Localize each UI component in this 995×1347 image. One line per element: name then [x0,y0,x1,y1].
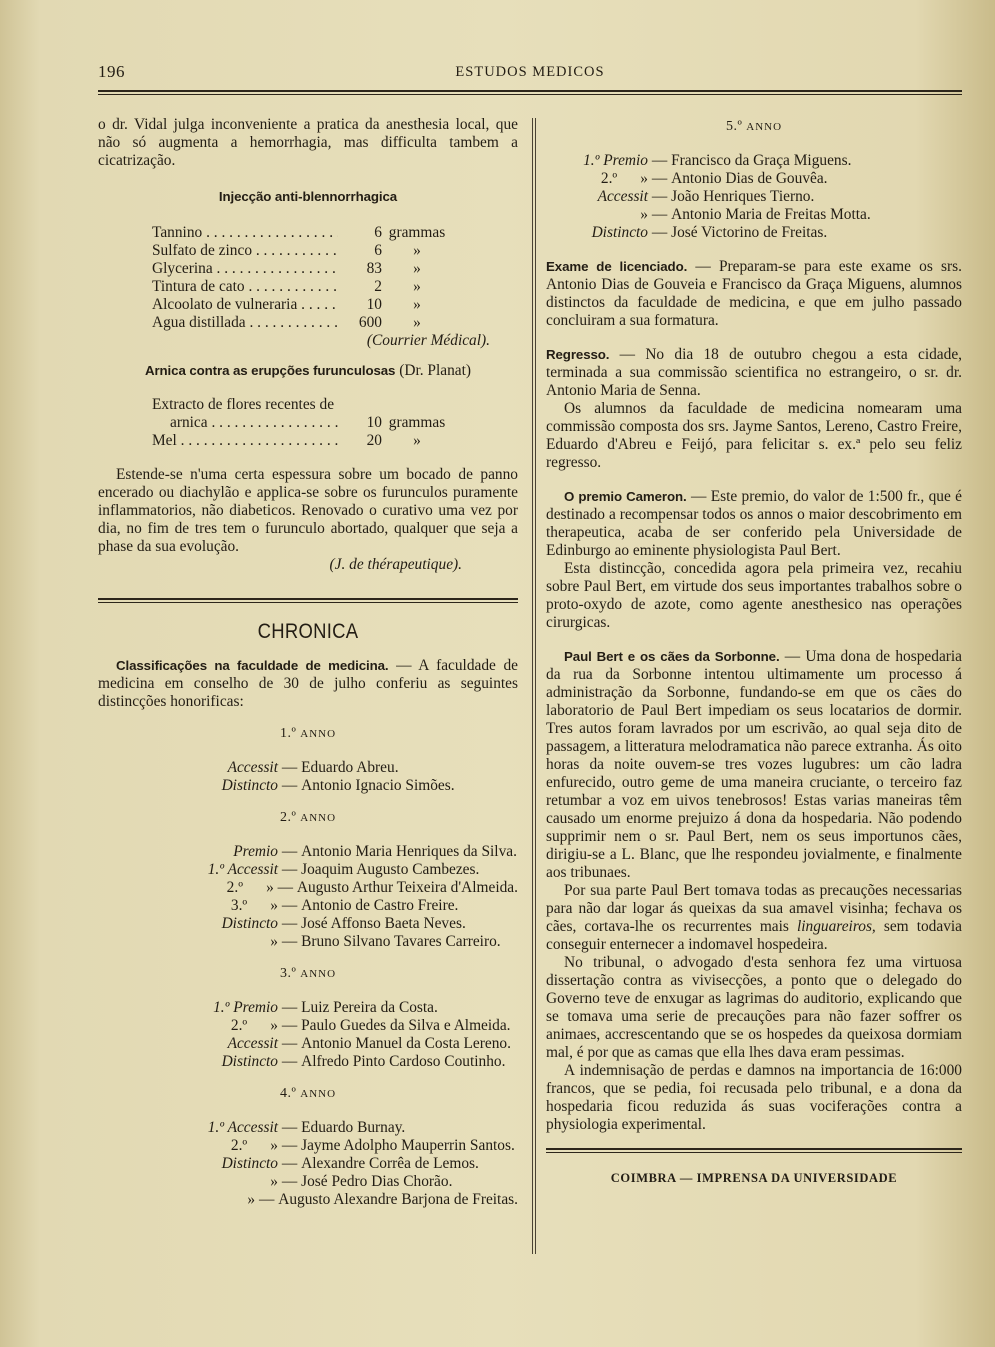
award-row: 1.º Accessit — Eduardo Burnay. [207,1119,406,1136]
regresso-paragraph-2: Os alumnos da faculdade de medicina nomearam uma commissão composta dos srs. Jayme Santos, Lereno, Castro Freire, Eduardo d'Abreu e Feijó, para felicitar s. ex.ª pelo seu feliz regresso. [546,400,962,471]
recipe1-source: (Courrier Médical). [366,332,490,349]
award-row: » — Bruno Silvano Tavares Carreiro. [270,933,501,950]
award-row: Distincto — Alfredo Pinto Cardoso Coutinho. [221,1053,506,1070]
exame-paragraph: Exame de licenciado. — Preparam-se para este exame os srs. Antonio Dias de Gouveia e Francisco da Graça Miguens, alumnos distinctos da faculdade de medicina, e que em julho passado concluiram a sua formatura. [546,258,962,329]
chronica-title: CHRONICA [257,620,359,643]
award-row: Distincto — Alexandre Corrêa de Lemos. [221,1155,479,1172]
award-row: 2.º » — Jayme Adolpho Mauperrin Santos. [230,1137,515,1154]
recipe2-table [152,396,452,450]
award-row: 1.º Premio — Luiz Pereira da Costa. [213,999,438,1016]
award-row: 2.º » — Augusto Arthur Teixeira d'Almeida. [226,879,518,896]
award-row: » — Augusto Alexandre Barjona de Freitas. [247,1191,518,1208]
award-row: Accessit — João Henriques Tierno. [597,188,815,205]
award-row: 2.º » — Antonio Dias de Gouvêa. [600,170,828,187]
column-separator [532,118,533,1254]
exame-heading: Exame de licenciado. [546,259,688,274]
intro-paragraph: o dr. Vidal julga inconveniente a pratica da anesthesia local, que não só augmenta a hemorrhagia, mas difficulta tambem a cicatrização. [98,116,518,169]
award-row: 2.º » — Paulo Guedes da Silva e Almeida. [230,1017,511,1034]
year-heading: 2.º ANNO [279,810,337,825]
header-rule-thin [98,94,962,95]
recipe1-table [152,224,452,332]
sorbonne-heading: Paul Bert e os cães da Sorbonne. [564,649,780,664]
year-heading: 4.º ANNO [279,1086,337,1101]
journal-title: ESTUDOS MEDICOS [455,64,605,80]
section-rule-thin [98,602,518,603]
year-heading: 5.º ANNO [725,119,783,134]
award-row: Distincto — José Affonso Baeta Neves. [221,915,466,932]
award-row: Accessit — Antonio Manuel da Costa Lereno. [227,1035,511,1052]
year1-list [98,759,518,795]
award-row: 1.º Accessit — Joaquim Augusto Cambezes. [207,861,480,878]
award-row: » — José Pedro Dias Chorão. [270,1173,453,1190]
recipe-row: Glycerina . . . 83 » [152,260,452,278]
printer-footer: COIMBRA — IMPRENSA DA UNIVERSIDADE [610,1171,898,1185]
year-heading: 3.º ANNO [279,966,337,981]
header-rule [98,90,962,92]
classif-paragraph: Classificações na faculdade de medicina. — A faculdade de medicina em conselho de 30 de julho conferiu as seguintes distincções honorificas: [98,657,518,710]
recipe2-line1: Extracto de flores recentes de [152,396,335,413]
year-heading: 1.º ANNO [279,726,337,741]
award-row: 3.º » — Antonio de Castro Freire. [230,897,459,914]
recipe2-source: (J. de thérapeutique). [329,556,462,573]
award-row: Premio — Antonio Maria Henriques da Silva. [233,843,517,860]
cameron-paragraph-2: Esta distincção, concedida agora pela primeira vez, recahiu sobre Paul Bert, em virtude dos seus importantes trabalhos sobre o proto-oxydo de azote, como agente anesthesico nas operações cirurgicas. [546,560,962,631]
left-column [98,116,518,1209]
recipe-row: arnica . . . 10 grammas [152,414,452,432]
column-separator-inner [535,118,536,1254]
regresso-paragraph: Regresso. — No dia 18 de outubro chegou a esta cidade, terminada a sua commissão scientifica no estrangeiro, o sr. dr. Antonio Maria de Senna. [546,346,962,399]
section-rule [98,598,518,600]
recipe2-author: (Dr. Planat) [399,362,472,379]
year5-list [546,152,962,242]
recipe-row: Agua distillada . . . 600 » [152,314,452,332]
sorbonne-paragraph-2: Por sua parte Paul Bert tomava todas as precauções necessarias para não dar logar ás queixas da sua amavel visinha; fechava os cães, cortava-lhe os recurrentes mais linguareiros, sem todavia conseguir enternecer a indomavel hospedeira. [546,882,962,953]
award-row: 1.º Premio — Francisco da Graça Miguens. [583,152,852,169]
end-rule [546,1148,962,1150]
right-column [546,116,962,1187]
page-number: 196 [98,62,125,81]
classif-heading: Classificações na faculdade de medicina. [116,658,389,673]
cameron-heading: O premio Cameron. [564,489,687,504]
recipe-row: Alcoolato de vulneraria . . . 10 » [152,296,452,314]
recipe2-title: Arnica contra as erupções furunculosas [144,363,396,378]
year3-list [98,999,518,1071]
end-rule-thin [546,1152,962,1153]
regresso-heading: Regresso. [546,347,610,362]
award-row: » — Antonio Maria de Freitas Motta. [640,206,871,223]
recipe2-paragraph: Estende-se n'uma certa espessura sobre um bocado de panno encerado ou diachylão e applica-se sobre os furunculos puramente inflammatorios, não diabeticos. Renovado o curativo uma vez por dia, no fim de tres tem o furunculo abortado, qualquer que seja a phase da sua evolução. [98,466,518,555]
recipe-row: Tannino . . . 6 grammas [152,224,452,242]
recipe-row: Mel . . . 20 » [152,432,452,450]
year4-list [98,1119,518,1209]
year2-list [98,843,518,951]
cameron-paragraph: O premio Cameron. — Este premio, do valor de 1:500 fr., que é destinado a recompensar todos os annos o maior descobrimento em therapeutica, acaba de ser conferido pela Universidade de Edinburgo ao eminente physiologista Paul Bert. [546,488,962,559]
award-row: Distincto — José Victorino de Freitas. [591,224,828,241]
sorbonne-paragraph: Paul Bert e os cães da Sorbonne. — Uma dona de hospedaria da rua da Sorbonne intentou ultimamente um processo á administração da Sorbonne, fundando-se em que os cães do laboratorio de Paul Bert impediam os seus locatarios de dormir. Tres autos foram lavrados por um escrivão, ao qual seja dito de passagem, a litteratura melodramatica não parece extranha. Ás oito horas da noite ouvem-se tres vozes lugubres: um cão ladra enfurecido, outro geme de uma maneira cruciante, o terceiro faz retumbar a voz em uivos tenebrosos! Estas varias maneiras têm causado um enorme prejuizo á dona da hospedaria. Não podendo supprimir nem o sr. Paul Bert, nem os seus importunos cães, dirigiu-se a L. Blanc, que lhe respondeu jovialmente, e finalmente aos tribunaes. [546,648,963,881]
sorbonne-paragraph-3: No tribunal, o advogado d'esta senhora fez uma virtuosa dissertação contra as vivisecções, a ponto que o delegado do Governo teve de enxugar as lagrimas do auditorio, explicando que se tomava uma serie de precauções para não fazer soffrer os animaes, accrescentando que se os hospedes da queixosa dormiam mal, é por que as camas que ella lhes dava eram pessimas. [546,954,962,1061]
recipe-row: Tintura de cato . . . 2 » [152,278,452,296]
award-row: Distincto — Antonio Ignacio Simões. [221,777,455,794]
recipe2-title-line [98,362,518,380]
award-row: Accessit — Eduardo Abreu. [227,759,399,776]
running-header [98,62,962,88]
recipe-row: Sulfato de zinco . . . 6 » [152,242,452,260]
sorbonne-paragraph-4: A indemnisação de perdas e damnos na importancia de 16:000 francos, que se pedia, foi recusada pelo tribunal, e a dona da hospedaria ficou reduzida ás suas vociferações contra a physiologia experimental. [546,1062,962,1133]
recipe1-title: Injecção anti-blennorrhagica [218,189,398,204]
